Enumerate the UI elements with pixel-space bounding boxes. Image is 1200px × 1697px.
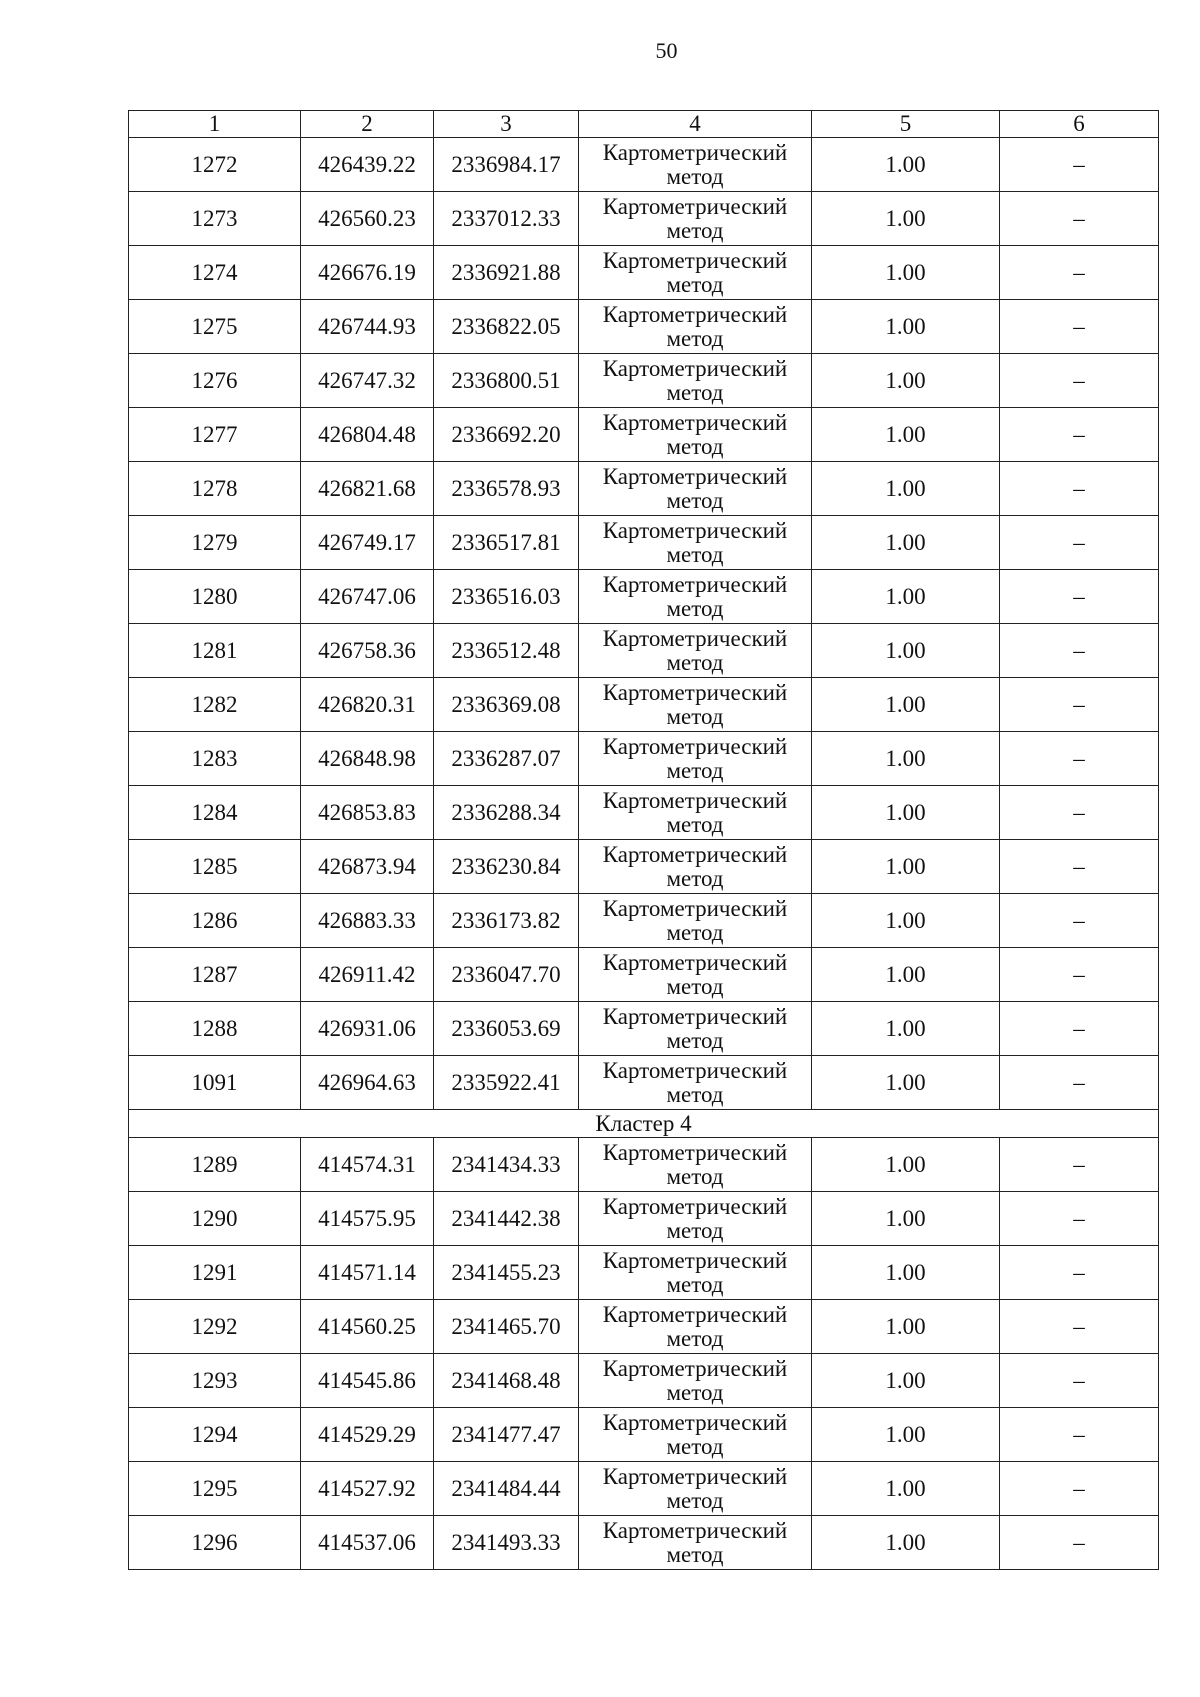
x-coordinate-cell: 426747.32 [301,354,434,408]
accuracy-cell: 1.00 [812,1462,1000,1516]
method-line-1: Картометрический [602,1247,788,1273]
method-cell [579,1056,812,1110]
note-cell: – [1000,678,1159,732]
note-cell: – [1000,1462,1159,1516]
method-line-2: метод [666,163,724,189]
header-cell: 4 [579,111,812,138]
y-coordinate-cell: 2336230.84 [434,840,579,894]
point-number-cell: 1289 [129,1138,301,1192]
method-cell [579,678,812,732]
x-coordinate-cell: 426560.23 [301,192,434,246]
x-coordinate-cell: 414575.95 [301,1192,434,1246]
method-cell [579,570,812,624]
method-cell [579,1138,812,1192]
x-coordinate-cell: 426873.94 [301,840,434,894]
header-row [129,111,1159,138]
method-text [603,573,788,621]
method-line-1: Картометрический [602,1409,788,1435]
method-text [603,141,788,189]
method-line-1: Картометрический [602,1057,788,1083]
method-line-2: метод [666,1325,724,1351]
method-line-1: Картометрический [602,1193,788,1219]
note-cell: – [1000,894,1159,948]
x-coordinate-cell: 426883.33 [301,894,434,948]
method-cell [579,462,812,516]
note-cell: – [1000,1408,1159,1462]
method-line-2: метод [666,973,724,999]
y-coordinate-cell: 2336578.93 [434,462,579,516]
table-row [129,948,1159,1002]
y-coordinate-cell: 2341465.70 [434,1300,579,1354]
method-cell [579,948,812,1002]
point-number-cell: 1277 [129,408,301,462]
point-number-cell: 1282 [129,678,301,732]
x-coordinate-cell: 426820.31 [301,678,434,732]
point-number-cell: 1285 [129,840,301,894]
note-cell: – [1000,624,1159,678]
method-cell [579,840,812,894]
note-cell: – [1000,1300,1159,1354]
x-coordinate-cell: 414537.06 [301,1516,434,1570]
point-number-cell: 1279 [129,516,301,570]
method-cell [579,894,812,948]
accuracy-cell: 1.00 [812,732,1000,786]
table-row [129,1138,1159,1192]
method-line-2: метод [666,541,724,567]
y-coordinate-cell: 2341477.47 [434,1408,579,1462]
accuracy-cell: 1.00 [812,138,1000,192]
coordinates-table [128,110,1159,1570]
table-row [129,1192,1159,1246]
accuracy-cell: 1.00 [812,1408,1000,1462]
accuracy-cell: 1.00 [812,786,1000,840]
accuracy-cell: 1.00 [812,678,1000,732]
table-row [129,1300,1159,1354]
point-number-cell: 1288 [129,1002,301,1056]
accuracy-cell: 1.00 [812,570,1000,624]
y-coordinate-cell: 2336287.07 [434,732,579,786]
point-number-cell: 1281 [129,624,301,678]
note-cell: – [1000,1354,1159,1408]
accuracy-cell: 1.00 [812,516,1000,570]
method-line-1: Картометрический [602,517,788,543]
point-number-cell: 1276 [129,354,301,408]
point-number-cell: 1280 [129,570,301,624]
table-row [129,1056,1159,1110]
y-coordinate-cell: 2336516.03 [434,570,579,624]
method-text [603,195,788,243]
point-number-cell: 1291 [129,1246,301,1300]
note-cell: – [1000,462,1159,516]
method-line-1: Картометрический [602,409,788,435]
table-row [129,624,1159,678]
method-text [603,1005,788,1053]
y-coordinate-cell: 2336921.88 [434,246,579,300]
method-cell [579,516,812,570]
header-cell: 5 [812,111,1000,138]
method-text [603,843,788,891]
method-line-1: Картометрический [602,355,788,381]
table-row [129,786,1159,840]
method-line-2: метод [666,811,724,837]
method-cell [579,408,812,462]
accuracy-cell: 1.00 [812,1246,1000,1300]
table-row [129,1002,1159,1056]
method-line-2: метод [666,271,724,297]
table-row [129,300,1159,354]
table-row [129,570,1159,624]
method-text [603,1465,788,1513]
point-number-cell: 1278 [129,462,301,516]
method-line-1: Картометрический [602,949,788,975]
method-text [603,1249,788,1297]
y-coordinate-cell: 2336984.17 [434,138,579,192]
point-number-cell: 1283 [129,732,301,786]
y-coordinate-cell: 2341434.33 [434,1138,579,1192]
table-row [129,1516,1159,1570]
x-coordinate-cell: 426749.17 [301,516,434,570]
accuracy-cell: 1.00 [812,1516,1000,1570]
point-number-cell: 1287 [129,948,301,1002]
method-line-2: метод [666,649,724,675]
y-coordinate-cell: 2341484.44 [434,1462,579,1516]
method-line-2: метод [666,1081,724,1107]
note-cell: – [1000,408,1159,462]
method-line-1: Картометрический [602,1517,788,1543]
method-line-2: метод [666,1487,724,1513]
x-coordinate-cell: 426911.42 [301,948,434,1002]
point-number-cell: 1286 [129,894,301,948]
accuracy-cell: 1.00 [812,354,1000,408]
header-cell: 6 [1000,111,1159,138]
method-line-2: метод [666,379,724,405]
method-cell [579,192,812,246]
table-row [129,1462,1159,1516]
y-coordinate-cell: 2336288.34 [434,786,579,840]
x-coordinate-cell: 426676.19 [301,246,434,300]
method-line-1: Картометрический [602,1355,788,1381]
note-cell: – [1000,192,1159,246]
method-text [603,303,788,351]
cluster-label: Кластер 4 [129,1110,1159,1138]
y-coordinate-cell: 2336047.70 [434,948,579,1002]
method-text [603,627,788,675]
method-text [603,735,788,783]
accuracy-cell: 1.00 [812,948,1000,1002]
y-coordinate-cell: 2341455.23 [434,1246,579,1300]
accuracy-cell: 1.00 [812,408,1000,462]
cluster-header-row [129,1110,1159,1138]
method-text [603,1411,788,1459]
accuracy-cell: 1.00 [812,1056,1000,1110]
y-coordinate-cell: 2341493.33 [434,1516,579,1570]
y-coordinate-cell: 2336053.69 [434,1002,579,1056]
method-line-1: Картометрический [602,679,788,705]
x-coordinate-cell: 426758.36 [301,624,434,678]
x-coordinate-cell: 414574.31 [301,1138,434,1192]
method-cell [579,300,812,354]
method-text [603,357,788,405]
table-row [129,246,1159,300]
method-cell [579,1516,812,1570]
method-line-2: метод [666,433,724,459]
method-line-2: метод [666,595,724,621]
method-line-1: Картометрический [602,1003,788,1029]
method-text [603,465,788,513]
x-coordinate-cell: 426964.63 [301,1056,434,1110]
method-line-2: метод [666,703,724,729]
x-coordinate-cell: 414529.29 [301,1408,434,1462]
note-cell: – [1000,300,1159,354]
y-coordinate-cell: 2335922.41 [434,1056,579,1110]
point-number-cell: 1293 [129,1354,301,1408]
point-number-cell: 1273 [129,192,301,246]
y-coordinate-cell: 2336173.82 [434,894,579,948]
point-number-cell: 1294 [129,1408,301,1462]
method-text [603,1519,788,1567]
note-cell: – [1000,1138,1159,1192]
table-row [129,1354,1159,1408]
method-line-2: метод [666,1027,724,1053]
method-cell [579,1192,812,1246]
method-line-1: Картометрический [602,139,788,165]
method-cell [579,246,812,300]
method-line-1: Картометрический [602,571,788,597]
method-cell [579,354,812,408]
method-text [603,681,788,729]
method-line-1: Картометрический [602,1463,788,1489]
method-line-1: Картометрический [602,625,788,651]
x-coordinate-cell: 426744.93 [301,300,434,354]
note-cell: – [1000,948,1159,1002]
method-cell [579,624,812,678]
x-coordinate-cell: 426439.22 [301,138,434,192]
y-coordinate-cell: 2341442.38 [434,1192,579,1246]
method-line-2: метод [666,487,724,513]
note-cell: – [1000,1192,1159,1246]
point-number-cell: 1290 [129,1192,301,1246]
point-number-cell: 1275 [129,300,301,354]
accuracy-cell: 1.00 [812,462,1000,516]
point-number-cell: 1272 [129,138,301,192]
y-coordinate-cell: 2336517.81 [434,516,579,570]
method-line-1: Картометрический [602,301,788,327]
accuracy-cell: 1.00 [812,1354,1000,1408]
table-row [129,408,1159,462]
table-row [129,462,1159,516]
accuracy-cell: 1.00 [812,1192,1000,1246]
accuracy-cell: 1.00 [812,1002,1000,1056]
accuracy-cell: 1.00 [812,246,1000,300]
method-line-2: метод [666,325,724,351]
x-coordinate-cell: 426747.06 [301,570,434,624]
note-cell: – [1000,246,1159,300]
y-coordinate-cell: 2336512.48 [434,624,579,678]
method-line-2: метод [666,1271,724,1297]
x-coordinate-cell: 426821.68 [301,462,434,516]
method-line-2: метод [666,1217,724,1243]
method-text [603,1141,788,1189]
table-row [129,516,1159,570]
method-line-2: метод [666,1541,724,1567]
note-cell: – [1000,516,1159,570]
point-number-cell: 1091 [129,1056,301,1110]
method-line-1: Картометрический [602,895,788,921]
point-number-cell: 1292 [129,1300,301,1354]
point-number-cell: 1284 [129,786,301,840]
header-cell: 2 [301,111,434,138]
method-line-2: метод [666,865,724,891]
x-coordinate-cell: 414527.92 [301,1462,434,1516]
table-row [129,354,1159,408]
method-text [603,951,788,999]
accuracy-cell: 1.00 [812,1138,1000,1192]
method-text [603,249,788,297]
y-coordinate-cell: 2341468.48 [434,1354,579,1408]
x-coordinate-cell: 426848.98 [301,732,434,786]
table-row [129,1408,1159,1462]
accuracy-cell: 1.00 [812,300,1000,354]
page-number: 50 [655,38,678,63]
method-cell [579,1002,812,1056]
note-cell: – [1000,840,1159,894]
x-coordinate-cell: 414571.14 [301,1246,434,1300]
method-cell [579,786,812,840]
note-cell: – [1000,786,1159,840]
method-text [603,1195,788,1243]
method-line-2: метод [666,1379,724,1405]
method-cell [579,1408,812,1462]
y-coordinate-cell: 2336822.05 [434,300,579,354]
table-row [129,840,1159,894]
accuracy-cell: 1.00 [812,624,1000,678]
table-row [129,138,1159,192]
note-cell: – [1000,354,1159,408]
table-row [129,192,1159,246]
table-row [129,894,1159,948]
x-coordinate-cell: 414545.86 [301,1354,434,1408]
note-cell: – [1000,138,1159,192]
method-line-1: Картометрический [602,841,788,867]
method-cell [579,1300,812,1354]
note-cell: – [1000,1246,1159,1300]
note-cell: – [1000,570,1159,624]
method-line-2: метод [666,217,724,243]
x-coordinate-cell: 426853.83 [301,786,434,840]
method-cell [579,1354,812,1408]
x-coordinate-cell: 414560.25 [301,1300,434,1354]
method-line-2: метод [666,1433,724,1459]
method-line-2: метод [666,757,724,783]
method-text [603,897,788,945]
accuracy-cell: 1.00 [812,894,1000,948]
note-cell: – [1000,1002,1159,1056]
y-coordinate-cell: 2336800.51 [434,354,579,408]
method-text [603,1059,788,1107]
method-line-1: Картометрический [602,463,788,489]
note-cell: – [1000,732,1159,786]
x-coordinate-cell: 426931.06 [301,1002,434,1056]
method-cell [579,1462,812,1516]
note-cell: – [1000,1516,1159,1570]
accuracy-cell: 1.00 [812,1300,1000,1354]
accuracy-cell: 1.00 [812,840,1000,894]
header-cell: 1 [129,111,301,138]
table-row [129,1246,1159,1300]
method-cell [579,138,812,192]
header-cell: 3 [434,111,579,138]
point-number-cell: 1274 [129,246,301,300]
table-row [129,678,1159,732]
method-text [603,1303,788,1351]
table-row [129,732,1159,786]
method-line-1: Картометрический [602,1139,788,1165]
y-coordinate-cell: 2336369.08 [434,678,579,732]
method-text [603,789,788,837]
method-line-1: Картометрический [602,247,788,273]
point-number-cell: 1296 [129,1516,301,1570]
x-coordinate-cell: 426804.48 [301,408,434,462]
method-line-1: Картометрический [602,1301,788,1327]
method-text [603,1357,788,1405]
method-cell [579,732,812,786]
y-coordinate-cell: 2336692.20 [434,408,579,462]
method-text [603,519,788,567]
method-line-1: Картометрический [602,193,788,219]
accuracy-cell: 1.00 [812,192,1000,246]
method-line-1: Картометрический [602,787,788,813]
method-line-2: метод [666,1163,724,1189]
method-cell [579,1246,812,1300]
method-line-2: метод [666,919,724,945]
note-cell: – [1000,1056,1159,1110]
method-text [603,411,788,459]
y-coordinate-cell: 2337012.33 [434,192,579,246]
point-number-cell: 1295 [129,1462,301,1516]
method-line-1: Картометрический [602,733,788,759]
